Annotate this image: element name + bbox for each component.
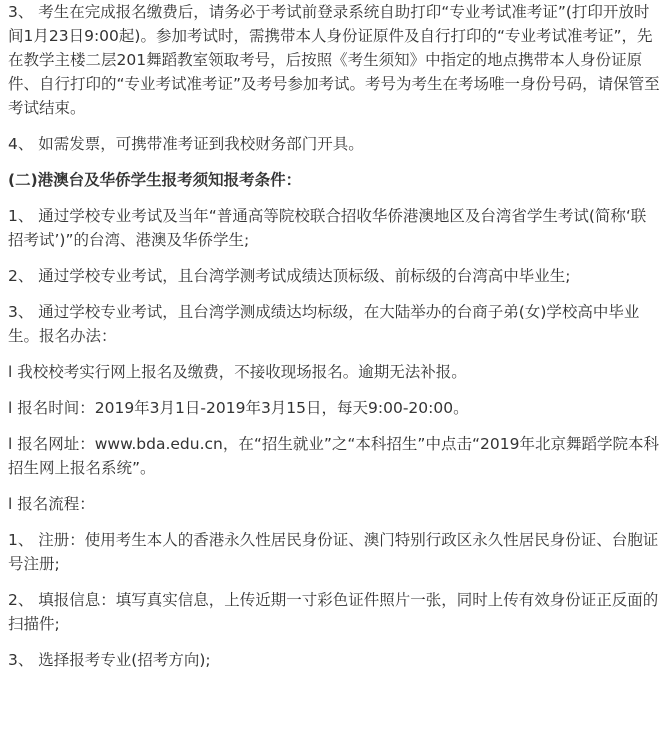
section-heading: (二)港澳台及华侨学生报考须知报考条件： xyxy=(8,171,302,189)
bullet-registration-time: l 报名时间：2019年3月1日-2019年3月15日，每天9:00-20:00。 xyxy=(8,399,469,417)
paragraph-step-4-invoice: 4、 如需发票，可携带准考证到我校财务部门开具。 xyxy=(8,135,364,153)
bullet-online-registration: l 我校校考实行网上报名及缴费，不接收现场报名。逾期无法补报。 xyxy=(8,363,467,381)
paragraph-process-step-3: 3、 选择报考专业(招考方向); xyxy=(8,651,211,669)
bullet-registration-process: l 报名流程： xyxy=(8,495,95,513)
paragraph-process-step-1: 1、 注册：使用考生本人的香港永久性居民身份证、澳门特别行政区永久性居民身份证、台胞证号注册; xyxy=(8,531,659,573)
bullet-registration-website: l 报名网址：www.bda.edu.cn，在“招生就业”之“本科招生”中点击“2019年北京舞蹈学院本科招生网上报名系统”。 xyxy=(8,435,659,477)
paragraph-condition-3: 3、 通过学校专业考试，且台湾学测成绩达均标级，在大陆举办的台商子弟(女)学校高中毕业生。报名办法： xyxy=(8,303,640,345)
paragraph-condition-2: 2、 通过学校专业考试，且台湾学测考试成绩达顶标级、前标级的台湾高中毕业生; xyxy=(8,267,571,285)
paragraph-process-step-2: 2、 填报信息：填写真实信息，上传近期一寸彩色证件照片一张，同时上传有效身份证正反面的扫描件; xyxy=(8,591,659,633)
article-body xyxy=(8,0,660,672)
paragraph-condition-1: 1、 通过学校专业考试及当年“普通高等院校联合招收华侨港澳地区及台湾省学生考试(简称‘联招考试’)”的台湾、港澳及华侨学生; xyxy=(8,207,647,249)
paragraph-step-3-print-admission-ticket: 3、 考生在完成报名缴费后，请务必于考试前登录系统自助打印“专业考试准考证”(打印开放时间1月23日9:00起)。参加考试时，需携带本人身份证原件及自行打印的“专业考试准考证”，先在教学主楼二层201舞蹈教室领取考号，后按照《考生须知》中指定的地点携带本人身份证原件、自行打印的“专业考试准考证”及考号参加考试。考号为考生在考场唯一身份号码，请保管至考试结束。 xyxy=(8,3,660,117)
